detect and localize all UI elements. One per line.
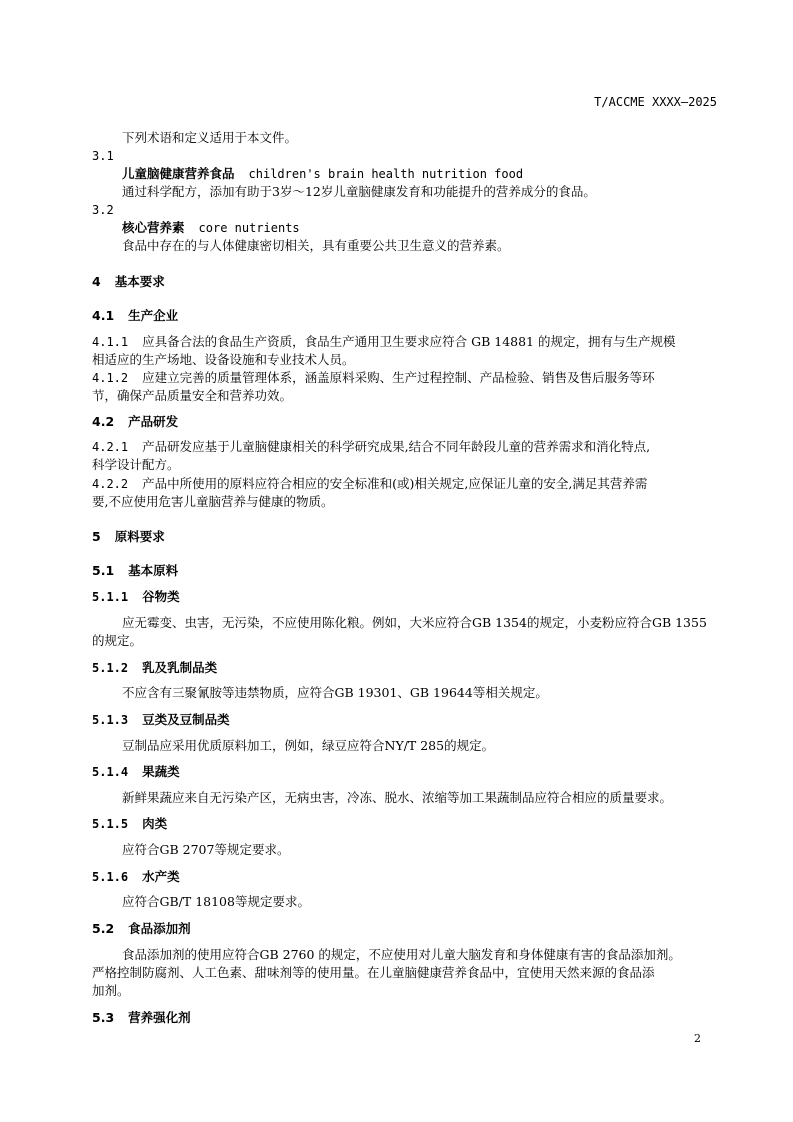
clause-line: 应符合GB/T 18108等规定要求。	[122, 894, 310, 909]
clause-line: 4.2.2 产品中所使用的原料应符合相应的安全标准和(或)相关规定,应保证儿童的安全,满足其营养需	[92, 476, 648, 491]
subsubsection-heading: 5.1.3 豆类及豆制品类	[92, 712, 230, 727]
section-heading: 4 基本要求	[92, 274, 165, 289]
term-number: 3.2	[92, 203, 114, 217]
clause-line: 科学设计配方。	[92, 457, 180, 472]
clause-line: 4.2.1 产品研发应基于儿童脑健康相关的科学研究成果,结合不同年龄段儿童的营养需求和消化特点,	[92, 439, 651, 454]
clause-line: 豆制品应采用优质原料加工，例如，绿豆应符合NY/T 285的规定。	[122, 738, 495, 753]
subsubsection-heading: 5.1.5 肉类	[92, 816, 168, 831]
subsubsection-heading: 5.1.4 果蔬类	[92, 764, 180, 779]
clause-line: 节，确保产品质量安全和营养功效。	[92, 388, 293, 403]
clause-line: 新鲜果蔬应来自无污染产区，无病虫害，冷冻、脱水、浓缩等加工果蔬制品应符合相应的质量要求。	[122, 790, 673, 805]
subsection-heading: 4.2 产品研发	[92, 414, 179, 429]
subsection-heading: 5.1 基本原料	[92, 563, 179, 578]
clause-line: 不应含有三聚氰胺等违禁物质，应符合GB 19301、GB 19644等相关规定。	[122, 685, 548, 700]
clause-line: 4.1.1 应具备合法的食品生产资质，食品生产通用卫生要求应符合 GB 14881 的规定，拥有与生产规模	[92, 334, 676, 349]
term-title: 儿童脑健康营养食品 children's brain health nutrition food	[122, 166, 524, 181]
clause-line: 要,不应使用危害儿童脑营养与健康的物质。	[92, 494, 334, 509]
subsubsection-heading: 5.1.1 谷物类	[92, 589, 180, 604]
term-definition: 食品中存在的与人体健康密切相关，具有重要公共卫生意义的营养素。	[122, 238, 510, 253]
clause-line: 应无霉变、虫害，无污染，不应使用陈化粮。例如，大米应符合GB 1354的规定，小麦粉应符合GB 1355	[122, 615, 707, 630]
subsection-heading: 5.2 食品添加剂	[92, 921, 191, 936]
clause-line: 应符合GB 2707等规定要求。	[122, 842, 290, 857]
term-definition: 通过科学配方，添加有助于3岁～12岁儿童脑健康发育和功能提升的营养成分的食品。	[122, 184, 596, 199]
intro-text: 下列术语和定义适用于本文件。	[122, 130, 298, 145]
clause-line: 4.1.2 应建立完善的质量管理体系，涵盖原料采购、生产过程控制、产品检验、销售及售后服务等环	[92, 370, 655, 385]
page-number: 2	[694, 1032, 701, 1045]
standard-number-header: T/ACCME XXXX—2025	[594, 95, 717, 109]
clause-line: 加剂。	[92, 983, 130, 998]
section-heading: 5 原料要求	[92, 529, 165, 544]
clause-line: 食品添加剂的使用应符合GB 2760 的规定，不应使用对儿童大脑发育和身体健康有害的食品添加剂。	[122, 947, 681, 962]
clause-line: 相适应的生产场地、设备设施和专业技术人员。	[92, 352, 355, 367]
clause-line: 的规定。	[92, 633, 143, 648]
clause-line: 严格控制防腐剂、人工色素、甜味剂等的使用量。在儿童脑健康营养食品中，宜使用天然来源的食品添	[92, 965, 655, 980]
term-number: 3.1	[92, 149, 114, 163]
subsubsection-heading: 5.1.2 乳及乳制品类	[92, 660, 218, 675]
subsubsection-heading: 5.1.6 水产类	[92, 869, 180, 884]
term-title: 核心营养素 core nutrients	[122, 220, 300, 235]
subsection-heading: 5.3 营养强化剂	[92, 1010, 191, 1025]
subsection-heading: 4.1 生产企业	[92, 308, 179, 323]
